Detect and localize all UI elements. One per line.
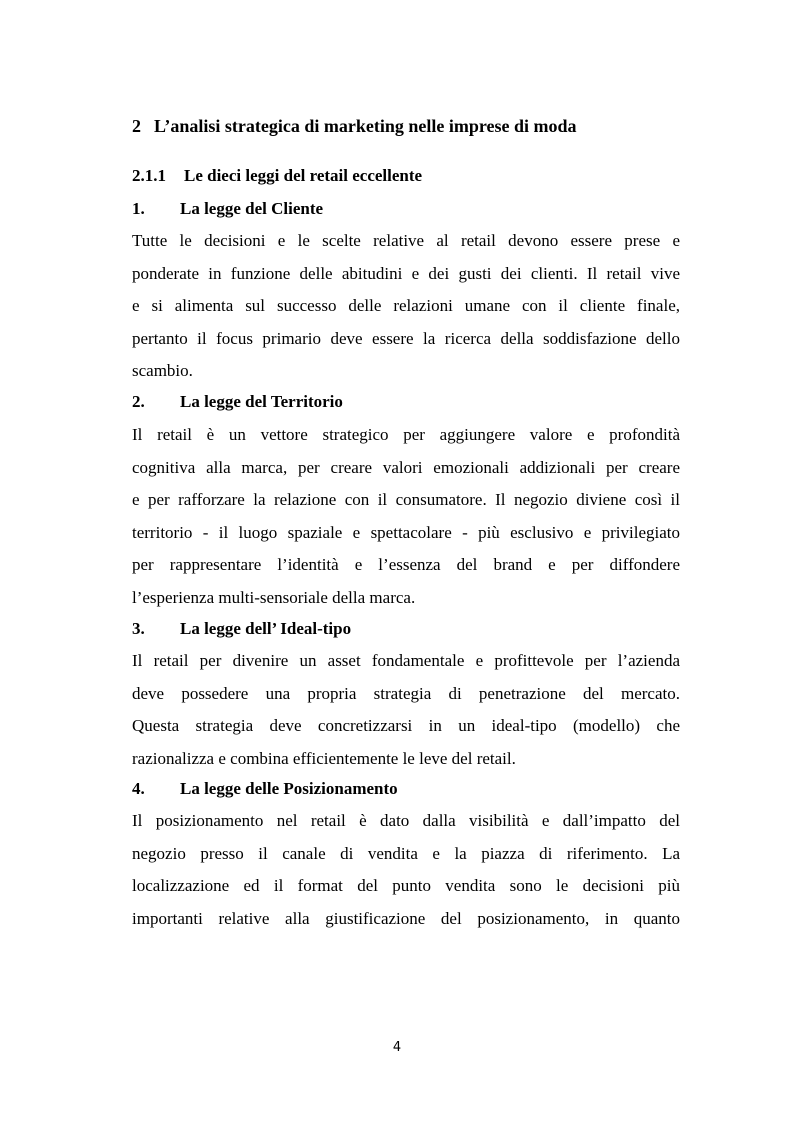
paragraph-line: per rappresentare l’identità e l’essenza del brand e per diffondere — [132, 555, 680, 574]
law-title: La legge del Territorio — [180, 392, 343, 411]
law-title: La legge delle Posizionamento — [180, 779, 398, 798]
paragraph-line: Questa strategia deve concretizzarsi in un ideal-tipo (modello) che — [132, 716, 680, 735]
law-title: La legge dell’ Ideal-tipo — [180, 619, 352, 638]
paragraph-line: deve possedere una propria strategia di penetrazione del mercato. — [132, 683, 680, 703]
paragraph-line: l’esperienza multi-sensoriale della marca. — [132, 587, 416, 607]
law-number: 3. — [132, 619, 145, 638]
page-number: 4 — [392, 1040, 402, 1055]
paragraph-line: Il retail è un vettore strategico per aggiungere valore e profondità — [132, 425, 680, 444]
law-1-heading — [132, 197, 323, 221]
law-2-heading — [132, 390, 343, 414]
law-1-paragraph — [132, 225, 680, 388]
paragraph-line: razionalizza e combina efficientemente le leve del retail. — [132, 748, 516, 768]
chapter-title: L’analisi strategica di marketing nelle imprese di moda — [154, 116, 577, 136]
paragraph-line: territorio - il luogo spaziale e spettacolare - più esclusivo e privilegiato — [132, 522, 680, 542]
paragraph-line: e per rafforzare la relazione con il consumatore. Il negozio diviene così il — [132, 490, 680, 509]
law-number: 4. — [132, 779, 145, 798]
section-number: 2.1.1 — [132, 166, 166, 185]
law-number: 1. — [132, 199, 145, 218]
paragraph-line: Tutte le decisioni e le scelte relative al retail devono essere prese e — [132, 231, 680, 250]
paragraph-line: pertanto il focus primario deve essere la ricerca della soddisfazione dello — [132, 328, 680, 348]
law-title: La legge del Cliente — [180, 199, 324, 218]
section-title: Le dieci leggi del retail eccellente — [184, 166, 423, 185]
paragraph-line: ponderate in funzione delle abitudini e dei gusti dei clienti. Il retail vive — [132, 263, 680, 283]
law-4-paragraph — [132, 805, 680, 935]
law-3-paragraph — [132, 645, 680, 775]
chapter-number: 2 — [132, 116, 141, 136]
paragraph-line: scambio. — [132, 361, 193, 380]
law-4-heading — [132, 777, 398, 801]
section-heading — [132, 164, 422, 188]
paragraph-line: Il posizionamento nel retail è dato dalla visibilità e dall’impatto del — [132, 811, 680, 830]
paragraph-line: cognitiva alla marca, per creare valori emozionali addizionali per creare — [132, 457, 680, 477]
law-3-heading — [132, 617, 351, 641]
law-2-paragraph — [132, 419, 680, 614]
law-number: 2. — [132, 392, 145, 411]
paragraph-line: localizzazione ed il format del punto vendita sono le decisioni più — [132, 876, 680, 895]
paragraph-line: Il retail per divenire un asset fondamentale e profittevole per l’azienda — [132, 651, 680, 670]
paragraph-line: negozio presso il canale di vendita e la piazza di riferimento. La — [132, 843, 680, 863]
paragraph-line: e si alimenta sul successo delle relazioni umane con il cliente finale, — [132, 296, 680, 315]
chapter-heading — [132, 114, 692, 138]
paragraph-line: importanti relative alla giustificazione del posizionamento, in quanto — [132, 908, 680, 928]
